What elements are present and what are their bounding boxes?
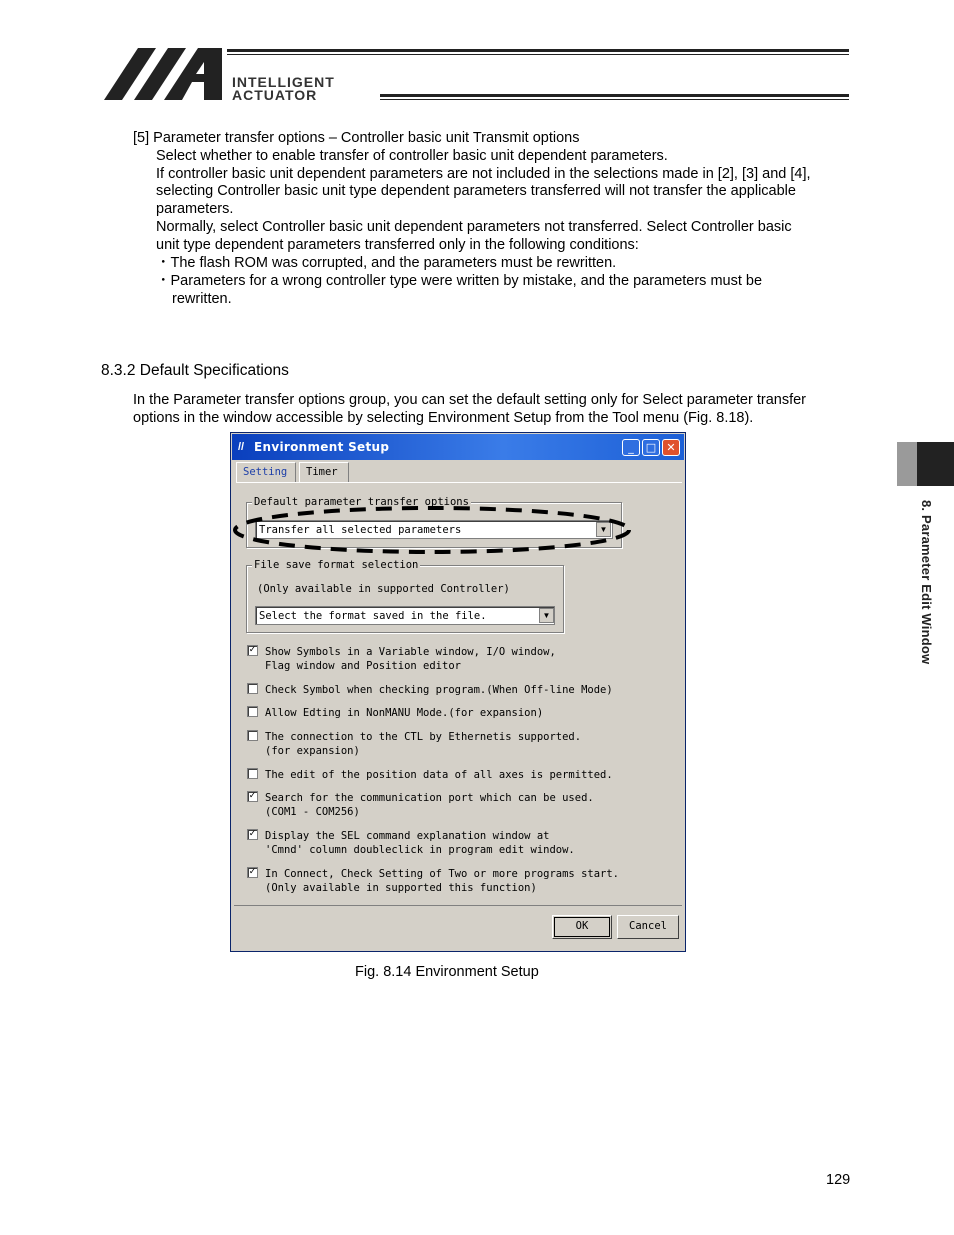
logo-text-intelligent: INTELLIGENT [232,74,335,90]
header-rule [380,99,849,100]
chevron-down-icon[interactable]: ▼ [596,522,611,537]
header-rule [380,94,849,97]
section-5-line: If controller basic unit dependent parameters are not included in the selections made in [2], [3] and [4], [156,166,811,182]
checkbox-label: Display the SEL command explanation window at [265,830,550,842]
checkbox-label: Allow Edting in NonMANU Mode.(for expansion) [265,707,544,719]
tab-setting[interactable]: Setting [236,462,296,482]
select-value: Transfer all selected parameters [259,524,462,536]
section-5-line: rewritten. [172,291,232,307]
section-832-heading: 8.3.2 Default Specifications [101,362,289,379]
section-5-line: unit type dependent parameters transferred only in the following conditions: [156,237,639,253]
header-rule [227,49,849,52]
checkbox-label: Show Symbols in a Variable window, I/O window, [265,646,556,658]
tab-panel-border [236,482,682,483]
page-number: 129 [826,1172,851,1188]
checkbox-check-symbol[interactable] [247,683,258,694]
section-5-line: parameters. [156,201,234,217]
dialog-title: Environment Setup [254,440,390,454]
section-5-bullet: ・The flash ROM was corrupted, and the parameters must be rewritten. [156,255,617,271]
section-5-heading: [5] Parameter transfer options – Controller basic unit Transmit options [133,130,580,146]
tab-timer[interactable]: Timer [299,462,349,482]
checkbox-ethernet[interactable] [247,730,258,741]
checkbox-label: (Only available in supported this function) [265,882,537,894]
checkbox-label: Check Symbol when checking program.(When Off-line Mode) [265,684,613,696]
side-tab-marker [897,442,917,486]
checkbox-edit-all-axes[interactable] [247,768,258,779]
section-832-line: In the Parameter transfer options group, you can set the default setting only for Select parameter transfer [133,392,807,408]
checkbox-label: (COM1 - COM256) [265,806,360,818]
section-5-line: Normally, select Controller basic unit dependent parameters not transferred. Select Controller basic [156,219,792,235]
checkbox-label: In Connect, Check Setting of Two or more programs start. [265,868,620,880]
checkbox-label: The edit of the position data of all axes is permitted. [265,769,613,781]
checkbox-sel-explanation[interactable] [247,829,258,840]
section-5-bullet: ・Parameters for a wrong controller type were written by mistake, and the parameters must be [156,273,763,289]
checkbox-show-symbols[interactable] [247,645,258,656]
intelligent-actuator-logo-icon [104,48,224,100]
checkbox-label: (for expansion) [265,745,360,757]
cancel-button[interactable]: Cancel [617,915,679,939]
section-5-line: selecting Controller basic unit type dependent parameters transferred will not transfer the applicable [156,183,796,199]
checkbox-search-com-port[interactable] [247,791,258,802]
group-note: (Only available in supported Controller) [257,583,510,595]
group-label: Default parameter transfer options [254,496,469,508]
checkbox-label: 'Cmnd' column doubleclick in program edit window. [265,844,575,856]
minimize-icon[interactable]: _ [622,439,640,456]
dashed-highlight-ellipse [232,505,632,555]
check-mark-icon: ✓ [248,791,257,801]
check-mark-icon: ✓ [248,645,257,655]
side-tab-label: 8. Parameter Edit Window [919,500,934,665]
check-mark-icon: ✓ [248,829,257,839]
close-icon[interactable]: ✕ [662,439,680,456]
select-value: Select the format saved in the file. [259,610,487,622]
app-icon: // [238,441,245,453]
header-rule [227,54,849,55]
ok-button[interactable]: OK [552,915,612,939]
side-tab-marker [917,442,954,486]
checkbox-multi-program-start[interactable] [247,867,258,878]
dialog-separator [234,905,682,906]
figure-caption: Fig. 8.14 Environment Setup [355,964,539,980]
checkbox-label: Search for the communication port which can be used. [265,792,594,804]
section-5-line: Select whether to enable transfer of controller basic unit dependent parameters. [156,148,668,164]
logo-text-actuator: ACTUATOR [232,87,318,103]
checkbox-label: Flag window and Position editor [265,660,461,672]
chevron-down-icon[interactable]: ▼ [539,608,554,623]
check-mark-icon: ✓ [248,867,257,877]
section-832-line: options in the window accessible by selecting Environment Setup from the Tool menu (Fig. 8.18). [133,410,754,426]
group-label: File save format selection [254,559,419,571]
maximize-icon[interactable]: □ [642,439,660,456]
checkbox-label: The connection to the CTL by Ethernetis supported. [265,731,582,743]
file-format-select[interactable] [255,606,555,625]
checkbox-allow-editing[interactable] [247,706,258,717]
